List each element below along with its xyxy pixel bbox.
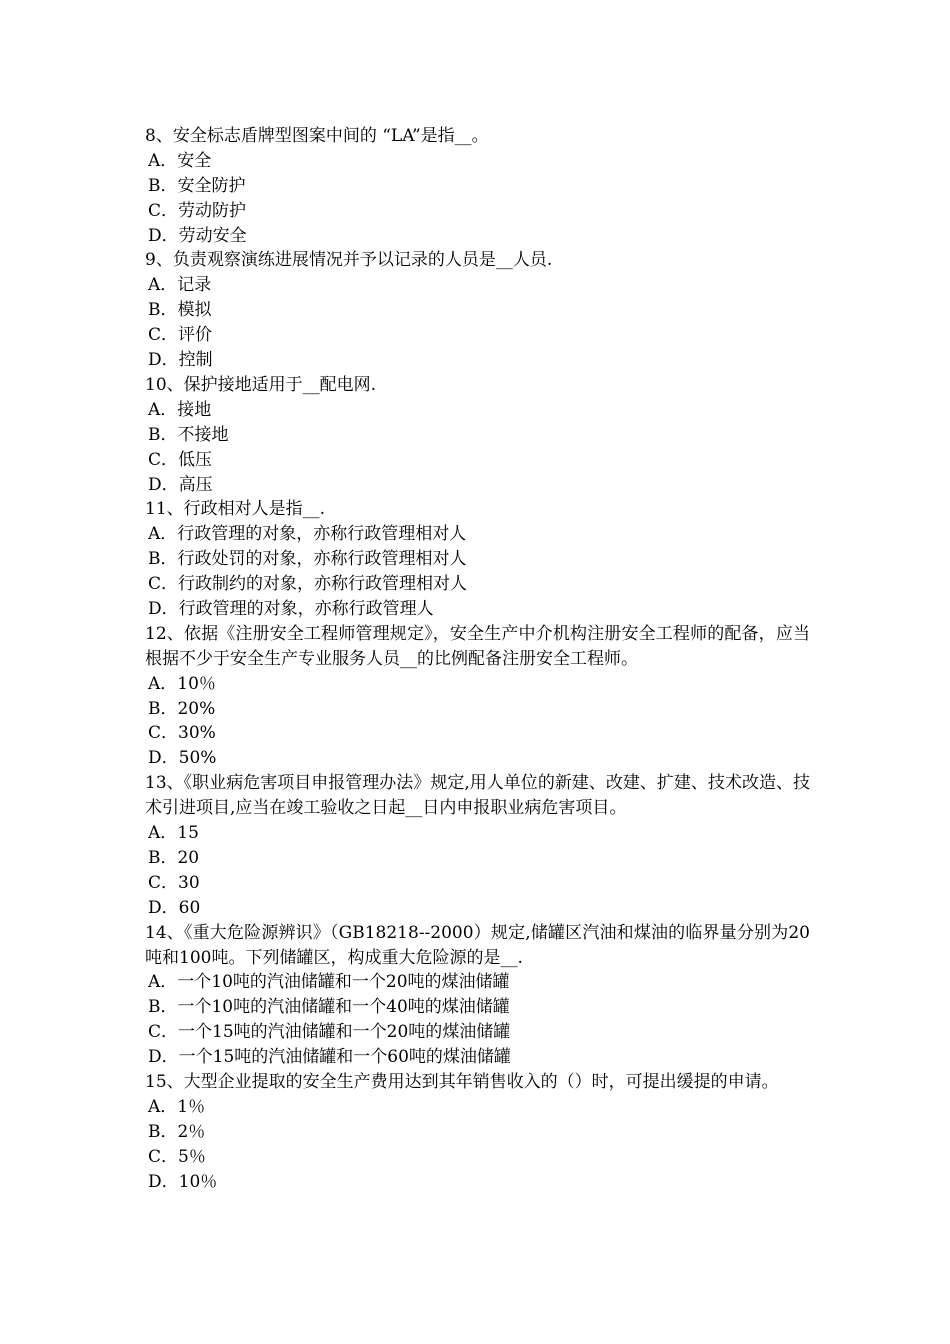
option-a: A．接地 xyxy=(148,399,212,420)
question-stem: 15、大型企业提取的安全生产费用达到其年销售收入的（）时，可提出缓提的申请。 xyxy=(145,1072,779,1092)
option-a: A．1％ xyxy=(148,1096,206,1117)
option-b: B．不接地 xyxy=(148,424,229,445)
question-11 xyxy=(145,497,810,621)
option-b: B．20% xyxy=(148,698,216,719)
question-stem: 13、《职业病危害项目申报管理办法》规定,用人单位的新建、改建、扩建、技术改造、技术引进项目,应当在竣工验收之日起__日内申报职业病危害项目。 xyxy=(145,773,810,819)
question-stem: 9、负责观察演练进展情况并予以记录的人员是__人员. xyxy=(145,250,553,271)
option-c: C．一个15吨的汽油储罐和一个20吨的煤油储罐 xyxy=(148,1022,511,1043)
question-15 xyxy=(145,1070,810,1194)
question-stem: 12、依据《注册安全工程师管理规定》，安全生产中介机构注册安全工程师的配备，应当根据不少于安全生产专业服务人员__的比例配备注册安全工程师。 xyxy=(145,623,810,669)
option-d: D．行政管理的对象，亦称行政管理人 xyxy=(148,598,434,619)
option-c: C．评价 xyxy=(148,325,213,346)
option-a: A．安全 xyxy=(148,150,212,171)
option-a: A．行政管理的对象，亦称行政管理相对人 xyxy=(148,524,467,545)
option-c: C．30% xyxy=(148,723,216,744)
question-stem: 14、《重大危险源辨识》（GB18218--2000）规定,储罐区汽油和煤油的临界量分别为20吨和100吨。下列储罐区，构成重大危险源的是__. xyxy=(145,922,810,968)
document-page xyxy=(145,124,810,1194)
option-c: C．劳动防护 xyxy=(148,200,247,221)
question-stem: 10、保护接地适用于__配电网. xyxy=(145,374,377,395)
question-13 xyxy=(145,771,810,920)
option-b: B．2％ xyxy=(148,1121,206,1142)
option-d: D．劳动安全 xyxy=(148,225,247,246)
option-d: D．高压 xyxy=(148,474,213,495)
option-d: D．一个15吨的汽油储罐和一个60吨的煤油储罐 xyxy=(148,1047,511,1068)
option-b: B．行政处罚的对象，亦称行政管理相对人 xyxy=(148,549,467,570)
option-a: A．记录 xyxy=(148,275,212,296)
option-d: D．60 xyxy=(148,897,201,918)
option-c: C．30 xyxy=(148,872,200,893)
option-c: C．行政制约的对象，亦称行政管理相对人 xyxy=(148,574,468,595)
option-d: D．控制 xyxy=(148,350,213,371)
option-c: C．5％ xyxy=(148,1146,206,1167)
option-a: A．10％ xyxy=(148,673,216,694)
option-a: A．15 xyxy=(148,823,199,844)
option-c: C．低压 xyxy=(148,449,213,470)
option-b: B．安全防护 xyxy=(148,175,246,196)
option-a: A．一个10吨的汽油储罐和一个20吨的煤油储罐 xyxy=(148,972,510,993)
question-10 xyxy=(145,373,810,497)
question-14 xyxy=(145,921,810,1070)
question-9 xyxy=(145,248,810,372)
question-stem: 11、行政相对人是指__. xyxy=(145,499,326,520)
option-d: D．50% xyxy=(148,748,217,769)
option-d: D．10％ xyxy=(148,1171,218,1192)
question-stem: 8、安全标志盾牌型图案中间的 “LA”是指__。 xyxy=(145,126,489,146)
option-b: B．模拟 xyxy=(148,300,212,321)
option-b: B．20 xyxy=(148,847,200,868)
question-8 xyxy=(145,124,810,248)
question-12 xyxy=(145,622,810,771)
option-b: B．一个10吨的汽油储罐和一个40吨的煤油储罐 xyxy=(148,997,510,1018)
